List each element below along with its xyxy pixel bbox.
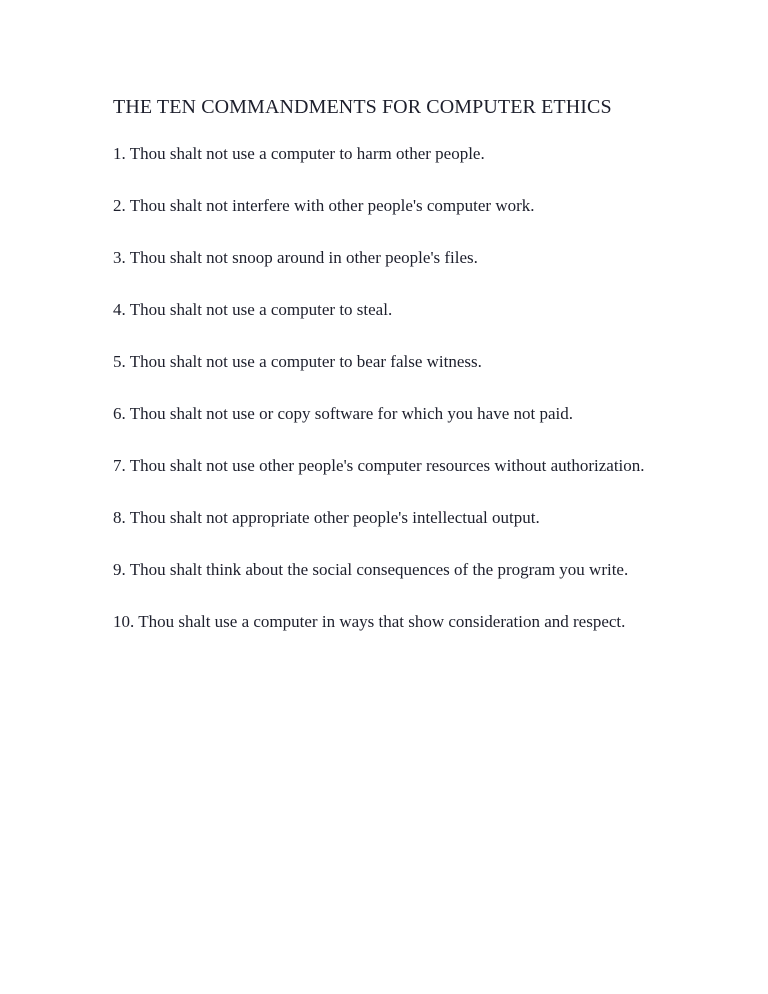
commandment-item: 3. Thou shalt not snoop around in other people's files.	[113, 248, 478, 267]
commandment-item: 6. Thou shalt not use or copy software for which you have not paid.	[113, 404, 574, 423]
commandment-item: 10. Thou shalt use a computer in ways that show consideration and respect.	[113, 612, 626, 631]
commandment-item: 1. Thou shalt not use a computer to harm other people.	[113, 144, 485, 163]
document-title: THE TEN COMMANDMENTS FOR COMPUTER ETHICS	[113, 96, 612, 118]
commandments-list	[113, 137, 673, 639]
commandment-item: 5. Thou shalt not use a computer to bear false witness.	[113, 352, 482, 371]
commandment-item: 7. Thou shalt not use other people's computer resources without authorization.	[113, 456, 645, 475]
document-body	[113, 88, 673, 657]
commandment-item: 4. Thou shalt not use a computer to steal.	[113, 300, 393, 319]
commandment-item: 8. Thou shalt not appropriate other people's intellectual output.	[113, 508, 540, 527]
commandment-item: 9. Thou shalt think about the social consequences of the program you write.	[113, 560, 629, 579]
commandment-item: 2. Thou shalt not interfere with other people's computer work.	[113, 196, 535, 215]
